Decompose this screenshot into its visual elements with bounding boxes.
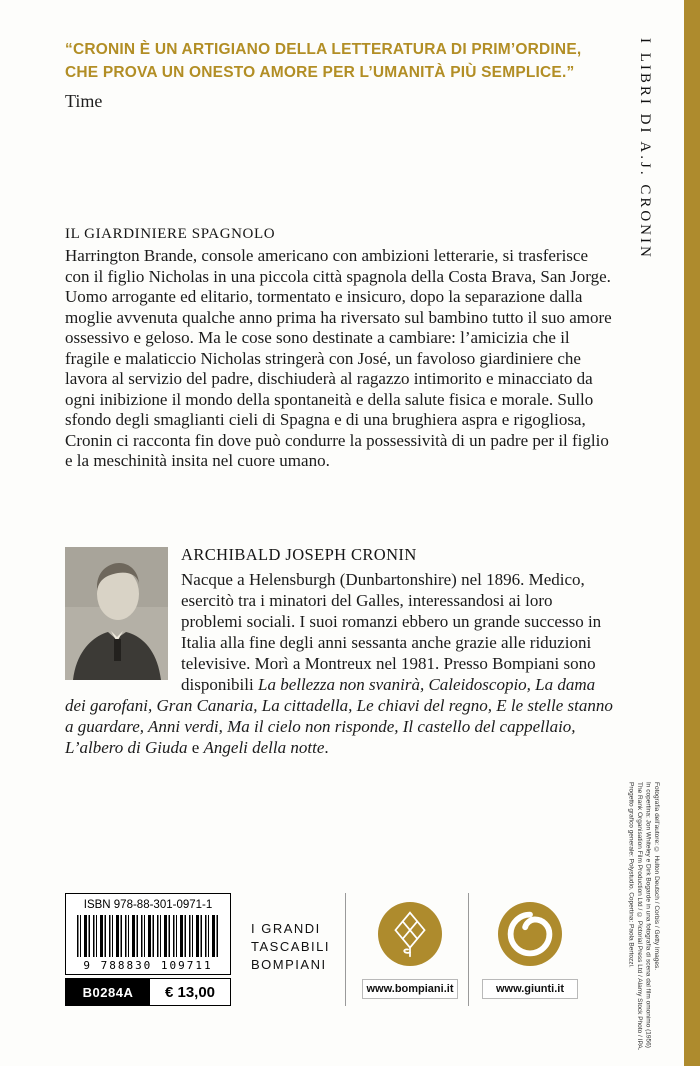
edition-code: B0284A bbox=[66, 979, 150, 1005]
series-title-vertical: I LIBRI DI A.J. CRONIN bbox=[637, 38, 653, 260]
credit-line: Progetto grafico generale: Polystudio. Copertina: Paola Bertozzi. bbox=[627, 782, 635, 968]
author-bio-conjunction: e bbox=[187, 738, 204, 757]
barcode-block bbox=[65, 893, 231, 975]
photo-credits bbox=[626, 782, 660, 1051]
book-title: IL GIARDINIERE SPAGNOLO bbox=[65, 226, 276, 242]
price: € 13,00 bbox=[150, 979, 230, 1005]
footer-divider bbox=[468, 893, 469, 1006]
imprint-line: TASCABILI bbox=[251, 939, 331, 954]
isbn-label: ISBN 978-88-301-0971-1 bbox=[83, 899, 213, 911]
press-quote-attribution: Time bbox=[65, 91, 103, 111]
press-quote: “CRONIN È UN ARTIGIANO DELLA LETTERATURA DI PRIM’ORDINE, CHE PROVA UN ONESTO AMORE PER L’UMANITÀ PIÙ SEMPLICE.” bbox=[65, 41, 582, 81]
price-row bbox=[65, 978, 231, 1006]
giunti-column bbox=[482, 902, 578, 999]
synopsis-section bbox=[65, 226, 613, 472]
synopsis-text: Harrington Brande, console americano con ambizioni letterarie, si trasferisce con il figlio Nicholas in una piccola città spagnola della Costa Brava, San Jorge. Uomo arrogante ed elitario, tormentato e insicuro, dopo la separazione dalla moglie avvenuta qualche anno prima ha riversato sul bambino tutto il suo amore ossessivo e geloso. Ma le cose sono destinate a cambiare: l’amicizia che il fragile e malaticcio Nicholas stringerà con José, un favoloso giardiniere che lavora al servizio del padre, dischiuderà al ragazzo intimorito e minacciato da ogni inibizione il mondo della spontaneità e della salute fisica e morale. Sullo sfondo degli smaglianti cieli di Spagna e di una brughiera aspra e rigogliosa, Cronin ci racconta fin dove può condurre la possessività di un padre per il figlio e la meschinità insita nel cuore umano. bbox=[65, 246, 612, 470]
bompiani-column bbox=[362, 902, 458, 999]
giunti-logo-icon bbox=[498, 902, 562, 966]
author-name: ARCHIBALD JOSEPH CRONIN bbox=[181, 545, 417, 564]
imprint-line: I GRANDI bbox=[251, 921, 321, 936]
author-photo bbox=[65, 547, 168, 680]
author-bio-period: . bbox=[324, 738, 329, 757]
spine-gold-stripe bbox=[684, 0, 700, 1066]
press-quote-block bbox=[65, 38, 613, 112]
author-bio-last-title: Angeli della notte bbox=[203, 738, 325, 757]
credit-line: The Rank Organisation Film Production Ltd / © Pictorial Press Ltd / Alamy Stock Photo / IPA. bbox=[636, 782, 643, 1051]
credit-line: Fotografia dell’autore: © Hulton Deutsch / Corbis / Getty Images. bbox=[653, 782, 660, 971]
barcode-digits: 9 788830 109711 bbox=[83, 959, 213, 972]
imprint-line: BOMPIANI bbox=[251, 957, 327, 972]
credit-line: In copertina: Jon Whiteley e Dirk Bogarde in una fotografia di scena dal film omonimo (1956) bbox=[644, 782, 652, 1048]
bompiani-logo-icon bbox=[378, 902, 442, 966]
footer-divider bbox=[345, 893, 346, 1006]
giunti-url: www.giunti.it bbox=[482, 979, 578, 999]
author-bio-text: Nacque a Helensburgh (Dunbartonshire) nel 1896. Medico, esercitò tra i minatori del Galles, interessandosi ai loro problemi sociali. I suoi romanzi ebbero un grande successo in Italia alla fine degli anni sessanta anche grazie alle riduzioni televisive. Morì a Montreux nel 1981. Presso Bompiani sono disponibili bbox=[181, 570, 602, 694]
author-bio-book-titles: La bellezza non svanirà, Caleidoscopio, La dama dei garofani, Gran Canaria, La cittadella, Le chiavi del regno, E le stelle stanno a guardare, Anni verdi, Ma il cielo non risponde, Il castello del cappellaio, L’albero di Giuda bbox=[65, 675, 613, 757]
bompiani-url: www.bompiani.it bbox=[362, 979, 458, 999]
barcode bbox=[77, 915, 219, 957]
author-section bbox=[65, 544, 613, 758]
imprint-name bbox=[251, 920, 330, 974]
